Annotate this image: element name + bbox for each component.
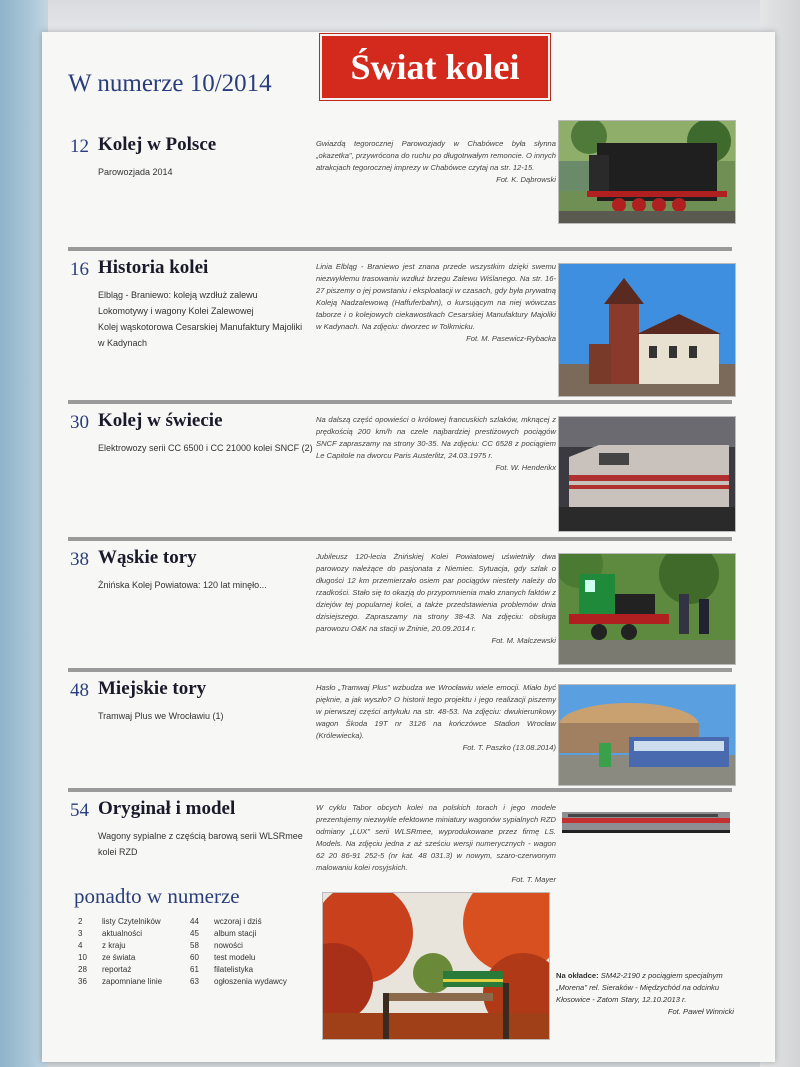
description-text: Jubileusz 120-lecia Żnińskiej Kolei Powiatowej uświetniły dwa parowozy należące do pasjonata z Niemiec. Sytuacja, gdy szlak o długości 12 km przemierzało osiem par pociągów niestety należy do rzadkości. Stało się to okazją do przypomnienia mało znanych faktów z dziejów tej popularnej kolei, a także przedstawienia problemów dnia dzisiejszego. Zapraszamy na strony 38-43. Na zdjęciu: obsługa parowozu O&K na stacji w Żninie, 20.09.2014 r. — [316, 552, 556, 633]
list-page-number: 36 — [78, 977, 87, 986]
description-text: Na dalszą część opowieści o królowej francuskich szlaków, mknącej z prędkością 200 km/h na czele najbardziej prestiżowych pociągów SNCF zapraszamy na strony 30-35. Na zdjęciu: CC 6528 z pociągiem Le Capitole na dworcu Paris Austerlitz, 24.03.1975 r. — [316, 415, 556, 460]
list-page-number: 28 — [78, 965, 87, 974]
list-item[interactable] — [78, 928, 162, 940]
subtitle-line: Elbląg - Braniewo: koleją wzdłuż zalewu — [98, 290, 258, 300]
list-label: test modelu — [214, 953, 256, 962]
subtitle-line: Kolej wąskotorowa Cesarskiej Manufaktury Majoliki — [98, 322, 303, 332]
section-title: Kolej w świecie — [98, 410, 223, 431]
list-item[interactable] — [78, 952, 162, 964]
page-number: 16 — [70, 259, 89, 280]
list-page-number: 58 — [190, 941, 199, 950]
list-item[interactable] — [190, 940, 287, 952]
section-waskie-tory[interactable] — [68, 537, 732, 687]
section-description — [316, 802, 556, 886]
section-kolej-w-polsce[interactable] — [68, 124, 732, 244]
list-page-number: 63 — [190, 977, 199, 986]
page-number: 48 — [70, 680, 89, 701]
logo-text: Świat kolei — [350, 47, 520, 87]
list-page-number: 44 — [190, 917, 199, 926]
section-description — [316, 682, 556, 754]
page-number: 30 — [70, 412, 89, 433]
section-description — [316, 261, 556, 345]
photo-credit: Fot. T. Paszko (13.08.2014) — [462, 743, 556, 752]
steam-locomotive-photo — [558, 120, 736, 224]
list-item[interactable] — [190, 976, 287, 988]
cover-text: SM42-2190 z pociągiem specjalnym „Morena" rel. Sieraków - Międzychód na odcinku Kłosowice - Zatom Stary, 12.10.2013 r. — [556, 971, 723, 1004]
section-title: Kolej w Polsce — [98, 134, 217, 155]
station-building-photo — [558, 263, 736, 397]
list-label: nowości — [214, 941, 243, 950]
page-number: 54 — [70, 800, 89, 821]
cover-label: Na okładce: — [556, 971, 599, 980]
list-label: album stacji — [214, 929, 257, 938]
section-divider — [68, 668, 732, 672]
list-item[interactable] — [78, 940, 162, 952]
list-item[interactable] — [78, 976, 162, 988]
section-kolej-w-swiecie[interactable] — [68, 400, 732, 550]
list-item[interactable] — [190, 928, 287, 940]
photo-credit: Fot. M. Pasewicz-Rybacka — [466, 334, 556, 343]
ponadto-heading: ponadto w numerze — [74, 884, 240, 908]
section-subtitles — [98, 577, 308, 593]
magazine-logo — [320, 34, 550, 100]
ponadto-list-col2 — [190, 916, 287, 988]
list-item[interactable] — [190, 952, 287, 964]
cover-caption — [556, 970, 734, 1018]
subtitle-line: Parowozjada 2014 — [98, 167, 173, 177]
list-page-number: 10 — [78, 953, 87, 962]
subtitle-line: Elektrowozy serii CC 6500 i CC 21000 kolei SNCF (2) — [98, 443, 313, 453]
section-subtitles — [98, 828, 308, 860]
photo-credit: Fot. K. Dąbrowski — [496, 175, 556, 184]
section-title: Oryginał i model — [98, 798, 236, 819]
list-label: listy Czytelników — [102, 917, 161, 926]
list-label: z kraju — [102, 941, 126, 950]
tram-photo — [558, 684, 736, 786]
cover-credit: Fot. Paweł Winnicki — [667, 1007, 734, 1016]
section-title: Wąskie tory — [98, 547, 197, 568]
list-label: aktualności — [102, 929, 143, 938]
list-label: ze świata — [102, 953, 136, 962]
section-oryginal-i-model[interactable] — [68, 788, 732, 884]
description-text: W cyklu Tabor obcych kolei na polskich torach i jego modele prezentujemy niezwykle efektowne miniatury wagonów sypialnych RZD odmiany „LUX" serii WLSRmee, wyprodukowane przez firmę LS. Models. Na zdjęciu jedna z aż sześciu wersji numerycznych - wagon 62 20 86-91 252-5 (nr kat. 48 031.3) w nowym, szaro-czerwonym malowaniu kolei rosyjskich. — [316, 803, 556, 872]
list-label: zapomniane linie — [102, 977, 163, 986]
section-subtitles — [98, 287, 308, 351]
autumn-train-cover-photo — [322, 892, 550, 1040]
photo-credit: Fot. W. Henderikx — [495, 463, 556, 472]
subtitle-line: Żnińska Kolej Powiatowa: 120 lat minęło... — [98, 580, 267, 590]
page-title: W numerze 10/2014 — [68, 70, 272, 97]
electric-locomotive-photo — [558, 416, 736, 532]
list-label: filatelistyka — [214, 965, 254, 974]
model-sleeping-car-photo — [558, 804, 734, 838]
subtitle-line: Wagony sypialne z częścią barową serii WLSRmee — [98, 831, 303, 841]
list-item[interactable] — [78, 964, 162, 976]
section-title: Historia kolei — [98, 257, 209, 278]
section-miejskie-tory[interactable] — [68, 668, 732, 788]
subtitle-line: kolei RZD — [98, 847, 138, 857]
list-page-number: 2 — [78, 917, 83, 926]
list-page-number: 45 — [190, 929, 199, 938]
list-item[interactable] — [78, 916, 162, 928]
list-label: reportaż — [102, 965, 132, 974]
list-item[interactable] — [190, 964, 287, 976]
subtitle-line: w Kadynach — [98, 338, 148, 348]
photo-credit: Fot. T. Mayer — [511, 875, 556, 884]
list-page-number: 4 — [78, 941, 83, 950]
page-number: 12 — [70, 136, 89, 157]
description-text: Linia Elbląg - Braniewo jest znana przede wszystkim dzięki swemu niezwykłemu trasowaniu wzdłuż brzegu Zalewu Wiślanego. Na str. 16-27 piszemy o jej powstaniu i eksploatacji w czasach, gdy była prywatną Koleją Nadzalewową (Haffuferbahn), o kursującym na niej wówczas taborze i o kolejowych ciekawostkach Cesarskiej Manufaktury Majoliki w Kadynach. Na zdjęciu: dworzec w Tolkmicku. — [316, 262, 556, 331]
description-text: Gwiazdą tegorocznej Parowozjady w Chabówce była słynna „okazetka", przywrócona do ruchu po długotrwałym remoncie. O innych atrakcjach tegorocznej imprezy w Chabówce czytaj na str. 12-15. — [316, 139, 556, 172]
section-divider — [68, 247, 732, 251]
list-label: ogłoszenia wydawcy — [214, 977, 287, 986]
section-historia-kolei[interactable] — [68, 247, 732, 397]
list-page-number: 61 — [190, 965, 199, 974]
list-item[interactable] — [190, 916, 287, 928]
photo-credit: Fot. M. Malczewski — [491, 636, 556, 645]
section-divider — [68, 537, 732, 541]
background-left-edge — [0, 0, 48, 1067]
list-page-number: 60 — [190, 953, 199, 962]
page-number: 38 — [70, 549, 89, 570]
section-description — [316, 414, 556, 474]
narrow-gauge-locomotive-photo — [558, 553, 736, 665]
subtitle-line: Lokomotywy i wagony Kolei Zalewowej — [98, 306, 254, 316]
section-subtitles — [98, 164, 308, 180]
section-title: Miejskie tory — [98, 678, 207, 699]
subtitle-line: Tramwaj Plus we Wrocławiu (1) — [98, 711, 224, 721]
description-text: Hasło „Tramwaj Plus" wzbudza we Wrocławiu wiele emocji. Miało być pięknie, a jak wyszło? O historii tego projektu i jego realizacji piszemy w pierwszej części artykułu na str. 48-53. Na zdjęciu: dwukierunkowy wagon Škoda 19T nr 3126 na kończówce Stadion Wrocław (Królewiecka). — [316, 683, 556, 740]
section-subtitles — [98, 708, 308, 724]
section-divider — [68, 400, 732, 404]
section-description — [316, 138, 556, 186]
magazine-page — [42, 32, 775, 1062]
list-page-number: 3 — [78, 929, 83, 938]
section-subtitles — [98, 440, 313, 456]
list-label: wczoraj i dziś — [214, 917, 262, 926]
ponadto-list-col1 — [78, 916, 162, 988]
section-divider — [68, 788, 732, 792]
section-description — [316, 551, 556, 647]
